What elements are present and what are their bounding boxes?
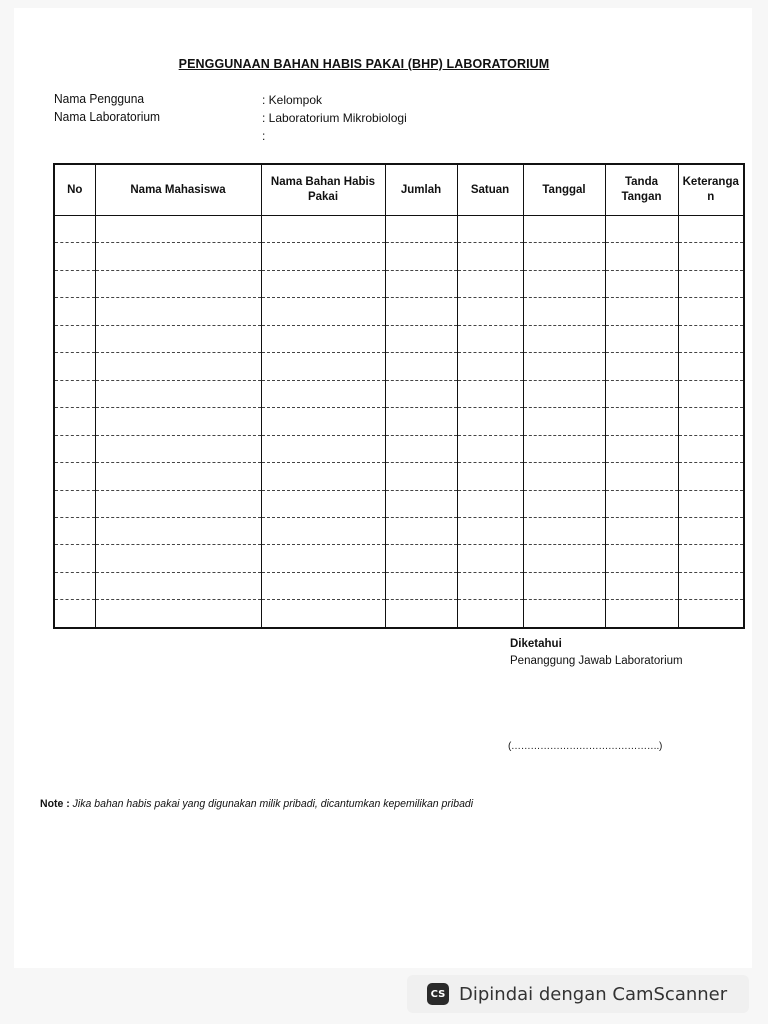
table-cell — [605, 353, 678, 380]
table-row — [54, 545, 744, 572]
table-cell — [54, 435, 95, 462]
table-cell — [605, 408, 678, 435]
table-cell — [95, 325, 261, 352]
header-keterangan: Keterangan — [678, 164, 744, 216]
bhp-usage-table — [53, 163, 745, 629]
table-cell — [95, 243, 261, 270]
table-cell — [523, 572, 605, 599]
table-cell — [605, 517, 678, 544]
table-cell — [605, 298, 678, 325]
table-cell — [95, 270, 261, 297]
table-cell — [54, 325, 95, 352]
table-cell — [678, 243, 744, 270]
table-cell — [261, 545, 385, 572]
table-cell — [523, 517, 605, 544]
table-cell — [385, 325, 457, 352]
table-cell — [261, 408, 385, 435]
table-cell — [678, 270, 744, 297]
info-value-blank: : — [262, 129, 266, 143]
document-title: PENGGUNAAN BAHAN HABIS PAKAI (BHP) LABORATORIUM — [178, 57, 550, 71]
table-cell — [54, 463, 95, 490]
note-label: Note : — [40, 797, 70, 811]
table-cell — [385, 545, 457, 572]
table-header-row — [54, 164, 744, 216]
info-label-user: Nama Pengguna — [54, 91, 145, 107]
table-cell — [605, 435, 678, 462]
table-cell — [457, 325, 523, 352]
table-cell — [605, 600, 678, 628]
table-cell — [523, 353, 605, 380]
camscanner-logo-icon: CS — [427, 983, 449, 1005]
table-cell — [678, 353, 744, 380]
table-cell — [457, 517, 523, 544]
table-cell — [678, 490, 744, 517]
table-cell — [261, 216, 385, 243]
table-cell — [457, 353, 523, 380]
scanned-page — [14, 8, 752, 968]
table-cell — [261, 298, 385, 325]
signature-line: (……………………………………….) — [508, 741, 663, 752]
table-body — [54, 216, 744, 629]
signoff-known: Diketahui — [510, 638, 562, 650]
table-cell — [54, 600, 95, 628]
table-cell — [95, 517, 261, 544]
table-cell — [385, 243, 457, 270]
table-cell — [54, 545, 95, 572]
table-cell — [95, 490, 261, 517]
camscanner-text: Dipindai dengan CamScanner — [459, 983, 728, 1005]
table-cell — [385, 463, 457, 490]
table-row — [54, 435, 744, 462]
table-cell — [261, 353, 385, 380]
table-cell — [457, 380, 523, 407]
table-cell — [54, 517, 95, 544]
table-cell — [678, 517, 744, 544]
table-cell — [457, 572, 523, 599]
table-cell — [605, 463, 678, 490]
table-cell — [523, 435, 605, 462]
table-cell — [523, 463, 605, 490]
table-cell — [385, 517, 457, 544]
table-cell — [95, 600, 261, 628]
table-cell — [523, 216, 605, 243]
table-cell — [54, 243, 95, 270]
table-cell — [95, 408, 261, 435]
table-cell — [678, 572, 744, 599]
table-cell — [261, 243, 385, 270]
table-cell — [605, 243, 678, 270]
table-row — [54, 572, 744, 599]
table-cell — [678, 216, 744, 243]
table-cell — [523, 545, 605, 572]
table-cell — [385, 298, 457, 325]
table-cell — [678, 463, 744, 490]
table-cell — [523, 325, 605, 352]
table-cell — [523, 380, 605, 407]
table-cell — [95, 463, 261, 490]
table-row — [54, 463, 744, 490]
table-cell — [261, 572, 385, 599]
camscanner-watermark — [407, 975, 749, 1013]
header-nama-mahasiswa: Nama Mahasiswa — [95, 164, 261, 216]
table-cell — [605, 270, 678, 297]
table-cell — [54, 298, 95, 325]
table-cell — [523, 600, 605, 628]
table-cell — [261, 463, 385, 490]
table-cell — [54, 572, 95, 599]
table-cell — [523, 270, 605, 297]
table-cell — [261, 490, 385, 517]
table-cell — [385, 380, 457, 407]
table-cell — [261, 270, 385, 297]
table-cell — [261, 380, 385, 407]
info-label-lab: Nama Laboratorium — [54, 109, 161, 125]
table-cell — [385, 600, 457, 628]
table-cell — [95, 298, 261, 325]
table-cell — [385, 572, 457, 599]
table-cell — [457, 545, 523, 572]
table-cell — [95, 216, 261, 243]
footnote — [40, 798, 473, 811]
table-cell — [54, 270, 95, 297]
table-row — [54, 216, 744, 243]
info-value-lab: : Laboratorium Mikrobiologi — [262, 111, 407, 125]
table-cell — [261, 325, 385, 352]
table-cell — [95, 435, 261, 462]
table-cell — [605, 380, 678, 407]
table-cell — [54, 353, 95, 380]
table-cell — [605, 572, 678, 599]
table-cell — [261, 517, 385, 544]
table-cell — [95, 545, 261, 572]
signoff-role: Penanggung Jawab Laboratorium — [510, 655, 683, 667]
table-cell — [457, 298, 523, 325]
table-cell — [385, 270, 457, 297]
note-text: Jika bahan habis pakai yang digunakan milik pribadi, dicantumkan kepemilikan pribadi — [72, 797, 474, 811]
header-no: No — [54, 164, 95, 216]
table-cell — [457, 243, 523, 270]
table-cell — [457, 216, 523, 243]
table-cell — [54, 408, 95, 435]
table-row — [54, 600, 744, 628]
table-cell — [523, 408, 605, 435]
table-cell — [385, 216, 457, 243]
header-satuan: Satuan — [457, 164, 523, 216]
table-cell — [95, 572, 261, 599]
table-cell — [54, 490, 95, 517]
table-cell — [261, 600, 385, 628]
table-cell — [457, 600, 523, 628]
table-cell — [95, 380, 261, 407]
table-cell — [385, 408, 457, 435]
table-cell — [605, 216, 678, 243]
table-cell — [605, 545, 678, 572]
table-row — [54, 517, 744, 544]
table-cell — [54, 216, 95, 243]
table-cell — [457, 270, 523, 297]
table-row — [54, 270, 744, 297]
table-row — [54, 325, 744, 352]
info-value-user: : Kelompok — [262, 93, 323, 107]
table-cell — [523, 243, 605, 270]
table-cell — [678, 298, 744, 325]
header-nama-bahan: Nama Bahan Habis Pakai — [261, 164, 385, 216]
table-cell — [523, 298, 605, 325]
table-cell — [678, 408, 744, 435]
table-cell — [95, 353, 261, 380]
header-tanggal: Tanggal — [523, 164, 605, 216]
table-cell — [457, 490, 523, 517]
table-cell — [678, 380, 744, 407]
table-cell — [261, 435, 385, 462]
table-cell — [678, 600, 744, 628]
table-cell — [457, 435, 523, 462]
table-cell — [457, 463, 523, 490]
table-cell — [457, 408, 523, 435]
table-cell — [605, 325, 678, 352]
table-cell — [385, 435, 457, 462]
table-cell — [605, 490, 678, 517]
table-row — [54, 380, 744, 407]
table-row — [54, 243, 744, 270]
table-row — [54, 298, 744, 325]
table-row — [54, 408, 744, 435]
table-cell — [678, 545, 744, 572]
header-tanda-tangan: Tanda Tangan — [605, 164, 678, 216]
header-jumlah: Jumlah — [385, 164, 457, 216]
table-row — [54, 490, 744, 517]
table-cell — [385, 353, 457, 380]
table-cell — [678, 325, 744, 352]
table-cell — [385, 490, 457, 517]
table-cell — [523, 490, 605, 517]
table-cell — [54, 380, 95, 407]
table-row — [54, 353, 744, 380]
table-cell — [678, 435, 744, 462]
